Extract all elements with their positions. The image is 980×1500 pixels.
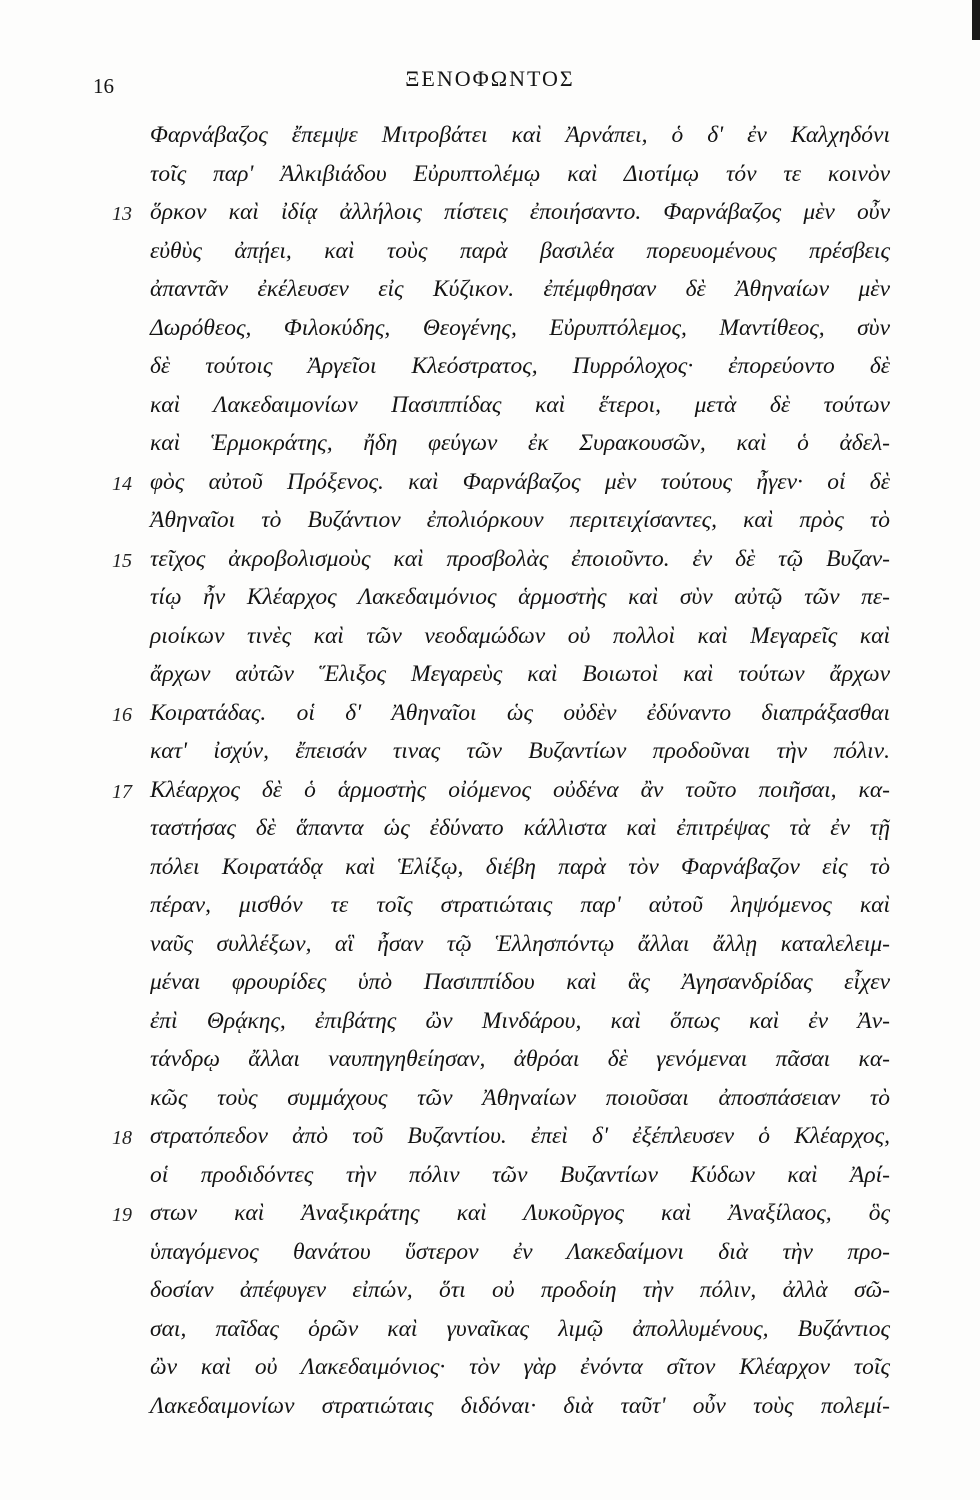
line-text: Φαρνάβαζος ἔπεμψε Μιτροβάτει καὶ Ἀρνάπει, ὁ δ' ἐν Καλχηδόνι [150, 122, 890, 148]
line-text: ταστήσας δὲ ἅπαντα ὡς ἐδύνατο κάλλιστα καὶ ἐπιτρέψας τὰ ἐν τῇ [150, 815, 890, 841]
text-line [0, 157, 980, 196]
line-text: Κλέαρχος δὲ ὁ ἁρμοστὴς οἰόμενος οὐδένα ἂν τοῦτο ποιῆσαι, κα- [150, 776, 890, 803]
line-text: καὶ Ἑρμοκράτης, ἤδη φεύγων ἐκ Συρακουσῶν, καὶ ὁ ἀδελ- [150, 430, 890, 456]
text-line [0, 465, 980, 504]
line-text: οἱ προδιδόντες τὴν πόλιν τῶν Βυζαντίων Κύδων καὶ Ἀρί- [150, 1161, 890, 1188]
text-line [0, 927, 980, 966]
section-number: 19 [112, 1204, 132, 1226]
line-text: φὸς αὐτοῦ Πρόξενος. καὶ Φαρνάβαζος μὲν τούτους ἦγεν· οἱ δὲ [150, 468, 890, 495]
line-text: κατ' ἰσχύν, ἔπεισάν τινας τῶν Βυζαντίων προδοῦναι τὴν πόλιν. [150, 738, 890, 764]
line-text: τάνδρῳ ἄλλαι ναυπηγηθείησαν, ἀθρόαι δὲ γενόμεναι πᾶσαι κα- [150, 1046, 890, 1072]
text-line [0, 118, 980, 157]
text-line [0, 311, 980, 350]
section-number: 16 [112, 703, 132, 726]
line-text: Δωρόθεος, Φιλοκύδης, Θεογένης, Εὐρυπτόλεμος, Μαντίθεος, σὺν [150, 314, 890, 341]
text-line [0, 426, 980, 465]
line-text: τοῖς παρ' Ἀλκιβιάδου Εὐρυπτολέμῳ καὶ Διοτίμῳ τόν τε κοινὸν [150, 160, 890, 187]
line-text: ἐπὶ Θρᾴκης, ἐπιβάτης ὢν Μινδάρου, καὶ ὅπως καὶ ἐν Ἀν- [150, 1007, 890, 1034]
text-line [0, 349, 980, 388]
line-text: Ἀθηναῖοι τὸ Βυζάντιον ἐπολιόρκουν περιτειχίσαντες, καὶ πρὸς τὸ [150, 507, 890, 533]
text-line [0, 811, 980, 850]
text-line [0, 1312, 980, 1351]
text-line [0, 580, 980, 619]
line-text: ριοίκων τινὲς καὶ τῶν νεοδαμώδων οὐ πολλοὶ καὶ Μεγαρεῖς καὶ [150, 622, 890, 649]
text-line [0, 542, 980, 581]
line-text: τεῖχος ἀκροβολισμοὺς καὶ προσβολὰς ἐποιοῦντο. ἐν δὲ τῷ Βυζαν- [150, 545, 890, 572]
text-line [0, 1042, 980, 1081]
page-edge-mark [972, 0, 980, 40]
line-text: μέναι φρουρίδες ὑπὸ Πασιππίδου καὶ ἃς Ἀγησανδρίδας εἶχεν [150, 969, 890, 995]
line-text: ὅρκον καὶ ἰδίᾳ ἀλλήλοις πίστεις ἐποιήσαντο. Φαρνάβαζος μὲν οὖν [150, 199, 890, 225]
line-text: ὢν καὶ οὐ Λακεδαιμόνιος· τὸν γὰρ ἐνόντα σῖτον Κλέαρχον τοῖς [150, 1354, 890, 1380]
page-header [0, 62, 980, 102]
text-line [0, 272, 980, 311]
line-text: ναῦς συλλέξων, αἳ ἦσαν τῷ Ἑλλησπόντῳ ἄλλαι ἄλλῃ καταλελειμ- [150, 930, 890, 957]
body-text [0, 118, 980, 1427]
section-number: 14 [112, 472, 132, 495]
line-text: ἀπαντᾶν ἐκέλευσεν εἰς Κύζικον. ἐπέμφθησαν δὲ Ἀθηναίων μὲν [150, 276, 890, 302]
text-line [0, 734, 980, 773]
section-number: 17 [112, 780, 132, 803]
line-text: Κοιρατάδας. οἱ δ' Ἀθηναῖοι ὡς οὐδὲν ἐδύναντο διαπράξασθαι [150, 699, 890, 726]
line-text: στρατόπεδον ἀπὸ τοῦ Βυζαντίου. ἐπεὶ δ' ἐξέπλευσεν ὁ Κλέαρχος, [150, 1123, 890, 1149]
page-number: 16 [93, 74, 114, 98]
text-line [0, 696, 980, 735]
text-line [0, 657, 980, 696]
line-text: πέραν, μισθόν τε τοῖς στρατιώταις παρ' αὐτοῦ ληψόμενος καὶ [150, 892, 890, 918]
text-line [0, 1158, 980, 1197]
line-text: καὶ Λακεδαιμονίων Πασιππίδας καὶ ἕτεροι, μετὰ δὲ τούτων [150, 391, 890, 418]
text-line [0, 1389, 980, 1428]
text-line [0, 1004, 980, 1043]
line-text: δοσίαν ἀπέφυγεν εἰπών, ὅτι οὐ προδοίη τὴν πόλιν, ἀλλὰ σῶ- [150, 1277, 890, 1303]
text-line [0, 888, 980, 927]
text-line [0, 1273, 980, 1312]
line-text: Λακεδαιμονίων στρατιώταις διδόναι· διὰ ταῦτ' οὖν τοὺς πολεμί- [150, 1392, 890, 1419]
text-line [0, 1196, 980, 1235]
line-text: στων καὶ Ἀναξικράτης καὶ Λυκοῦργος καὶ Ἀναξίλαος, ὃς [150, 1200, 890, 1226]
line-text: εὐθὺς ἀπῄει, καὶ τοὺς παρὰ βασιλέα πορευομένους πρέσβεις [150, 237, 890, 264]
text-line [0, 1350, 980, 1389]
running-title: ΞΕΝΟΦΩΝΤΟΣ [405, 66, 575, 91]
section-number: 13 [112, 203, 132, 225]
section-number: 15 [112, 549, 132, 572]
line-text: σαι, παῖδας ὁρῶν καὶ γυναῖκας λιμῷ ἀπολλυμένους, Βυζάντιος [150, 1315, 890, 1342]
line-text: ἄρχων αὐτῶν Ἕλιξος Μεγαρεὺς καὶ Βοιωτοὶ καὶ τούτων ἄρχων [150, 661, 890, 687]
text-line [0, 195, 980, 234]
text-line [0, 965, 980, 1004]
text-line [0, 1235, 980, 1274]
section-number: 18 [112, 1127, 132, 1149]
line-text: δὲ τούτοις Ἀργεῖοι Κλεόστρατος, Πυρρόλοχος· ἐπορεύοντο δὲ [150, 353, 890, 379]
text-line [0, 388, 980, 427]
line-text: ὑπαγόμενος θανάτου ὕστερον ἐν Λακεδαίμονι διὰ τὴν προ- [150, 1238, 890, 1265]
line-text: κῶς τοὺς συμμάχους τῶν Ἀθηναίων ποιοῦσαι ἀποσπάσειαν τὸ [150, 1084, 890, 1111]
text-line [0, 773, 980, 812]
text-line [0, 503, 980, 542]
text-line [0, 850, 980, 889]
text-line [0, 1119, 980, 1158]
line-text: πόλει Κοιρατάδᾳ καὶ Ἑλίξῳ, διέβη παρὰ τὸν Φαρνάβαζον εἰς τὸ [150, 853, 890, 880]
line-text: τίῳ ἦν Κλέαρχος Λακεδαιμόνιος ἁρμοστὴς καὶ σὺν αὐτῷ τῶν πε- [150, 584, 890, 610]
text-line [0, 1081, 980, 1120]
text-line [0, 619, 980, 658]
text-line [0, 234, 980, 273]
